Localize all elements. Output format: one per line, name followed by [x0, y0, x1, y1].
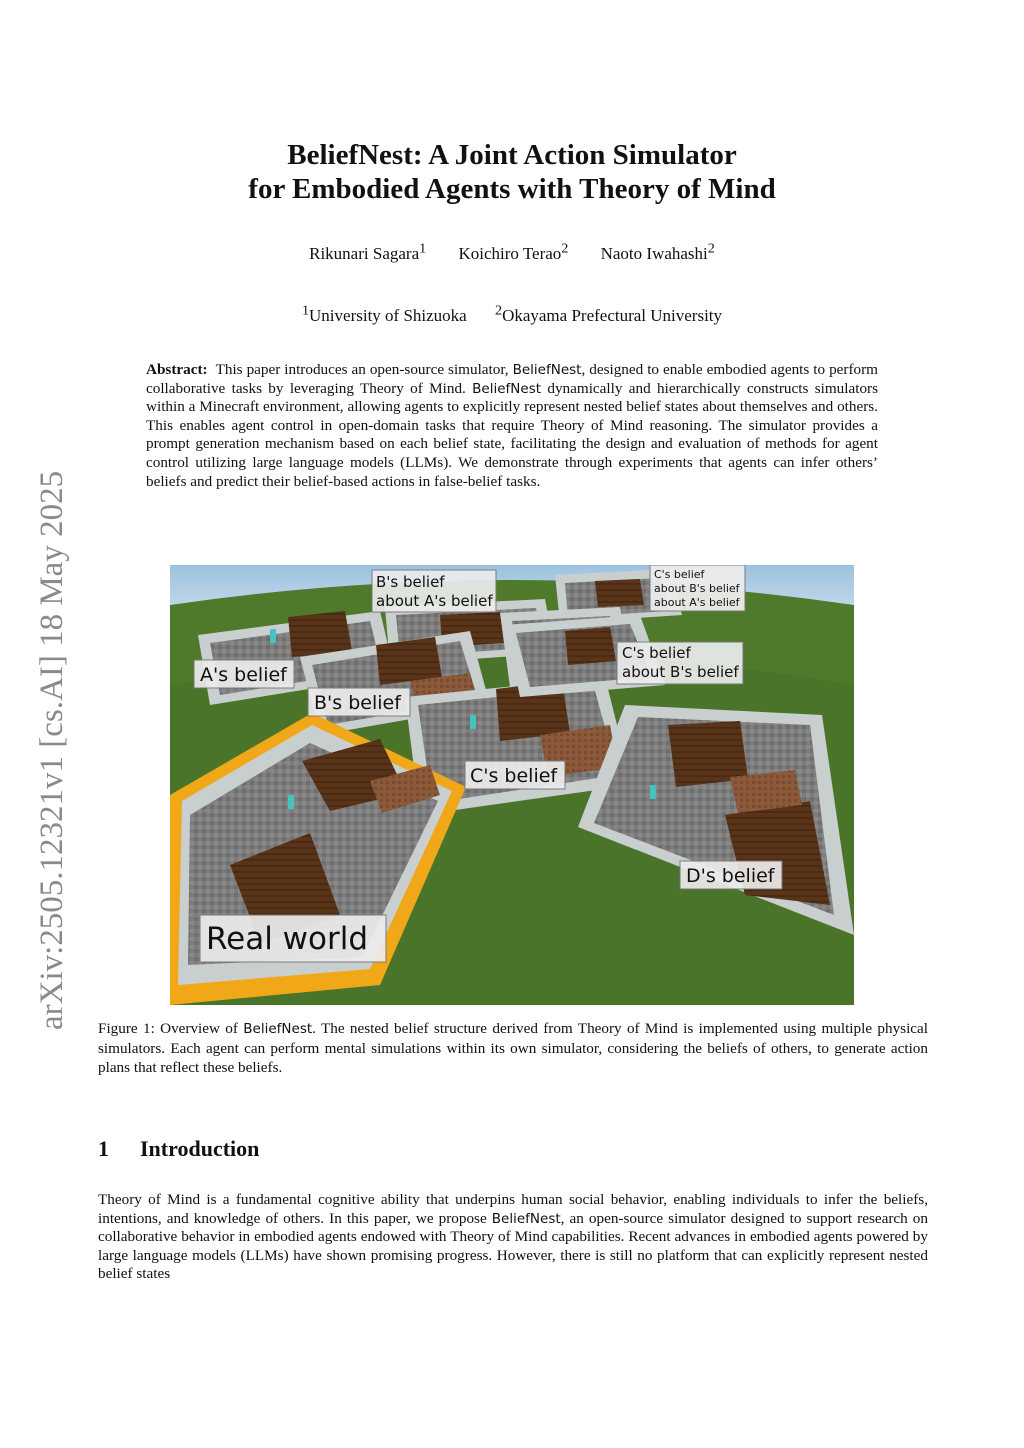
author-name: Naoto Iwahashi	[600, 243, 708, 263]
author	[600, 240, 715, 263]
abstract-text: , designed to enable embodied agents to perform collaborative tasks by leveraging Theory of Mind.	[146, 361, 878, 397]
label-b-belief-text: B's belief	[314, 692, 401, 714]
author-list	[140, 240, 884, 264]
affiliation-list	[140, 302, 884, 326]
figure-1-illustration	[170, 565, 854, 1005]
figure-1	[170, 565, 854, 1005]
system-name: BeliefNest	[491, 1210, 561, 1227]
abstract-label: Abstract:	[146, 361, 208, 378]
label-real-world	[200, 915, 386, 962]
section-number: 1	[98, 1136, 109, 1161]
intro-text: , an open-source simulator designed to support research on collaborative behavior in embodied agents endowed with Theory of Mind capabilities. Recent advances in embodied agents powered by large language models (LLMs) have shown promising progress. However, there is still no platform that can explicitly represent nested belief states	[98, 1209, 928, 1283]
section-title: Introduction	[140, 1136, 260, 1161]
label-cba-line3: about A's belief	[654, 596, 740, 609]
label-d-belief	[680, 861, 782, 889]
abstract-text: dynamically and hierarchically constructs simulators within a Minecraft environment, allowing agents to explicitly represent nested belief states about themselves and others. This enables agent control in open-domain tasks that require Theory of Mind reasoning. The simulator provides a prompt generation mechanism based on each belief state, facilitating the design and evaluation of methods for agent control utilizing large language models (LLMs). We demonstrate through experiments that agents can infer others’ beliefs and predict their belief-based actions in false-belief tasks.	[146, 379, 879, 490]
label-a-belief-text: A's belief	[200, 664, 287, 686]
label-cba-line2: about B's belief	[654, 582, 740, 595]
title-line-1: BeliefNest: A Joint Action Simulator	[287, 139, 737, 171]
label-d-belief-text: D's belief	[686, 865, 775, 887]
abstract-text: This paper introduces an open-source simulator,	[215, 361, 513, 378]
system-name: BeliefNest	[512, 362, 582, 378]
label-b-about-a-line2: about A's belief	[376, 592, 493, 610]
figure-caption	[98, 1019, 928, 1077]
author	[458, 240, 569, 263]
author-name: Rikunari Sagara	[309, 243, 420, 263]
label-c-about-b-about-a	[650, 565, 745, 611]
abstract	[146, 361, 878, 491]
label-c-about-b-line1: C's belief	[622, 644, 691, 662]
caption-text: . The nested belief structure derived from Theory of Mind is implemented using multiple physical simulators. Each agent can perform mental simulations within its own simulator, considering the beliefs of others, to generate action plans that reflect these beliefs.	[98, 1020, 928, 1076]
section-heading	[98, 1136, 259, 1162]
affiliation-sup: 1	[301, 302, 310, 318]
arxiv-stamp	[8, 420, 78, 1040]
label-b-about-a	[372, 570, 496, 612]
label-b-about-a-line1: B's belief	[376, 573, 445, 591]
affiliation	[301, 302, 467, 325]
intro-text: Theory of Mind is a fundamental cognitive ability that underpins human social behavior, enabling individuals to infer the beliefs, intentions, and knowledge of others. In this paper, we propose	[98, 1191, 928, 1227]
author-sup: 1	[419, 240, 427, 256]
paper-title	[140, 138, 884, 206]
author-sup: 2	[561, 240, 569, 256]
label-a-belief	[194, 660, 294, 688]
system-name: BeliefNest	[472, 380, 542, 397]
arxiv-stamp-svg	[8, 420, 78, 1040]
label-cba-line1: C's belief	[654, 568, 705, 581]
author	[309, 240, 427, 263]
label-c-belief	[465, 761, 565, 789]
affiliation-sup: 2	[494, 302, 503, 318]
affiliation	[494, 302, 723, 325]
arxiv-stamp-text: arXiv:2505.12321v1 [cs.AI] 18 May 2025	[34, 470, 70, 1030]
label-c-about-b-line2: about B's belief	[622, 663, 739, 681]
label-real-world-text: Real world	[206, 921, 369, 957]
author-name: Koichiro Terao	[458, 243, 562, 263]
affiliation-name: University of Shizuoka	[309, 305, 467, 325]
affiliation-name: Okayama Prefectural University	[502, 305, 723, 325]
title-line-2: for Embodied Agents with Theory of Mind	[248, 173, 776, 205]
intro-paragraph	[98, 1191, 928, 1284]
author-sup: 2	[707, 240, 715, 256]
label-b-belief	[308, 688, 410, 716]
caption-prefix: Figure 1: Overview of	[98, 1020, 244, 1037]
system-name: BeliefNest	[243, 1021, 313, 1037]
label-c-about-b	[617, 642, 743, 684]
label-c-belief-text: C's belief	[470, 765, 558, 787]
